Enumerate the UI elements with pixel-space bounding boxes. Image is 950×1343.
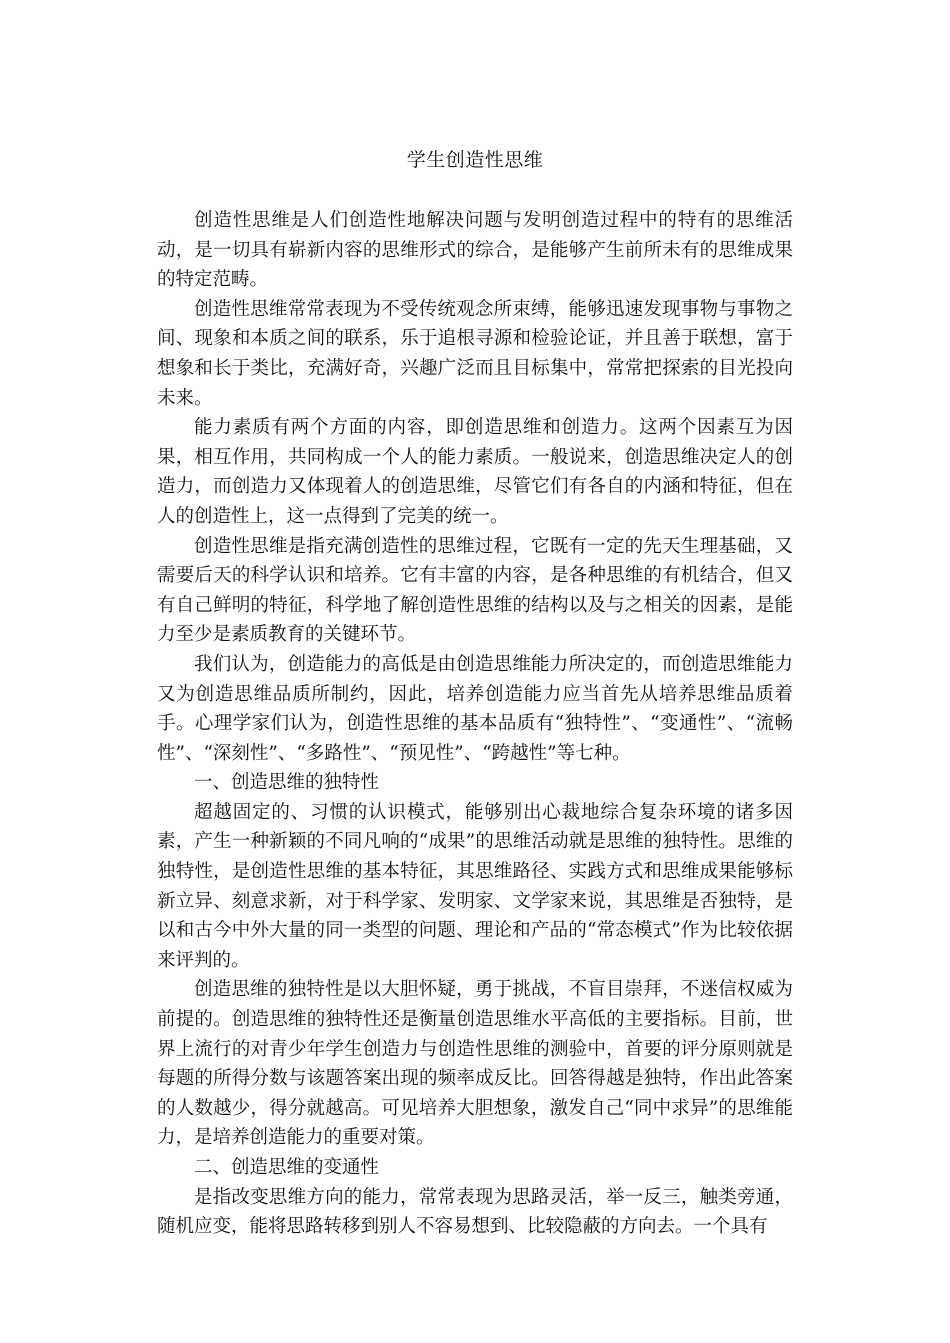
paragraph: 我们认为，创造能力的高低是由创造思维能力所决定的，而创造思维能力又为创造思维品质所制约，因此，培养创造能力应当首先从培养思维品质着手。心理学家们认为，创造性思维的基本品质有“独特性”、“变通性”、“流畅性”、“深刻性”、“多路性”、“预见性”、“跨越性”等七种。 (157, 653, 793, 764)
section-heading: 一、创造思维的独特性 (194, 772, 380, 794)
paragraph: 能力素质有两个方面的内容，即创造思维和创造力。这两个因素互为因果，相互作用，共同构成一个人的能力素质。一般说来，创造思维决定人的创造力，而创造力又体现着人的创造思维，尽管它们有各自的内涵和特征，但在人的创造性上，这一点得到了完美的统一。 (157, 417, 793, 527)
document-page (157, 145, 793, 1242)
paragraph: 创造性思维是指充满创造性的思维过程，它既有一定的先天生理基础，又需要后天的科学认识和培养。它有丰富的内容，是各种思维的有机结合，但又有自己鲜明的特征，科学地了解创造性思维的结构以及与之相关的因素，是能力至少是素质教育的关键环节。 (157, 535, 793, 646)
paragraph: 创造思维的独特性是以大胆怀疑，勇于挑战，不盲目崇拜，不迷信权威为前提的。创造思维的独特性还是衡量创造思维水平高低的主要指标。目前，世界上流行的对青少年学生创造力与创造性思维的测验中，首要的评分原则就是每题的所得分数与该题答案出现的频率成反比。回答得越是独特，作出此答案的人数越少，得分就越高。可见培养大胆想象，激发自己“同中求异”的思维能力，是培养创造能力的重要对策。 (157, 979, 793, 1149)
section-heading: 二、创造思维的变通性 (194, 1157, 380, 1178)
document-body (157, 206, 793, 1242)
paragraph: 超越固定的、习惯的认识模式，能够别出心裁地综合复杂环境的诸多因素，产生一种新颖的不同凡响的“成果”的思维活动就是思维的独特性。思维的独特性，是创造性思维的基本特征，其思维路径、实践方式和思维成果能够标新立异、刻意求新，对于科学家、发明家、文学家来说，其思维是否独特，是以和古今中外大量的同一类型的问题、理论和产品的“常态模式”作为比较依据来评判的。 (157, 801, 793, 971)
paragraph: 是指改变思维方向的能力，常常表现为思路灵活，举一反三，触类旁通，随机应变，能将思路转移到别人不容易想到、比较隐蔽的方向去。一个具有 (157, 1186, 793, 1238)
paragraph: 创造性思维常常表现为不受传统观念所束缚，能够迅速发现事物与事物之间、现象和本质之间的联系，乐于追根寻源和检验论证，并且善于联想，富于想象和长于类比，充满好奇，兴趣广泛而且目标集中，常常把探索的目光投向未来。 (157, 298, 793, 409)
document-title: 学生创造性思维 (406, 149, 544, 171)
paragraph: 创造性思维是人们创造性地解决问题与发明创造过程中的特有的思维活动，是一切具有崭新内容的思维形式的综合，是能够产生前所未有的思维成果的特定范畴。 (157, 210, 793, 291)
